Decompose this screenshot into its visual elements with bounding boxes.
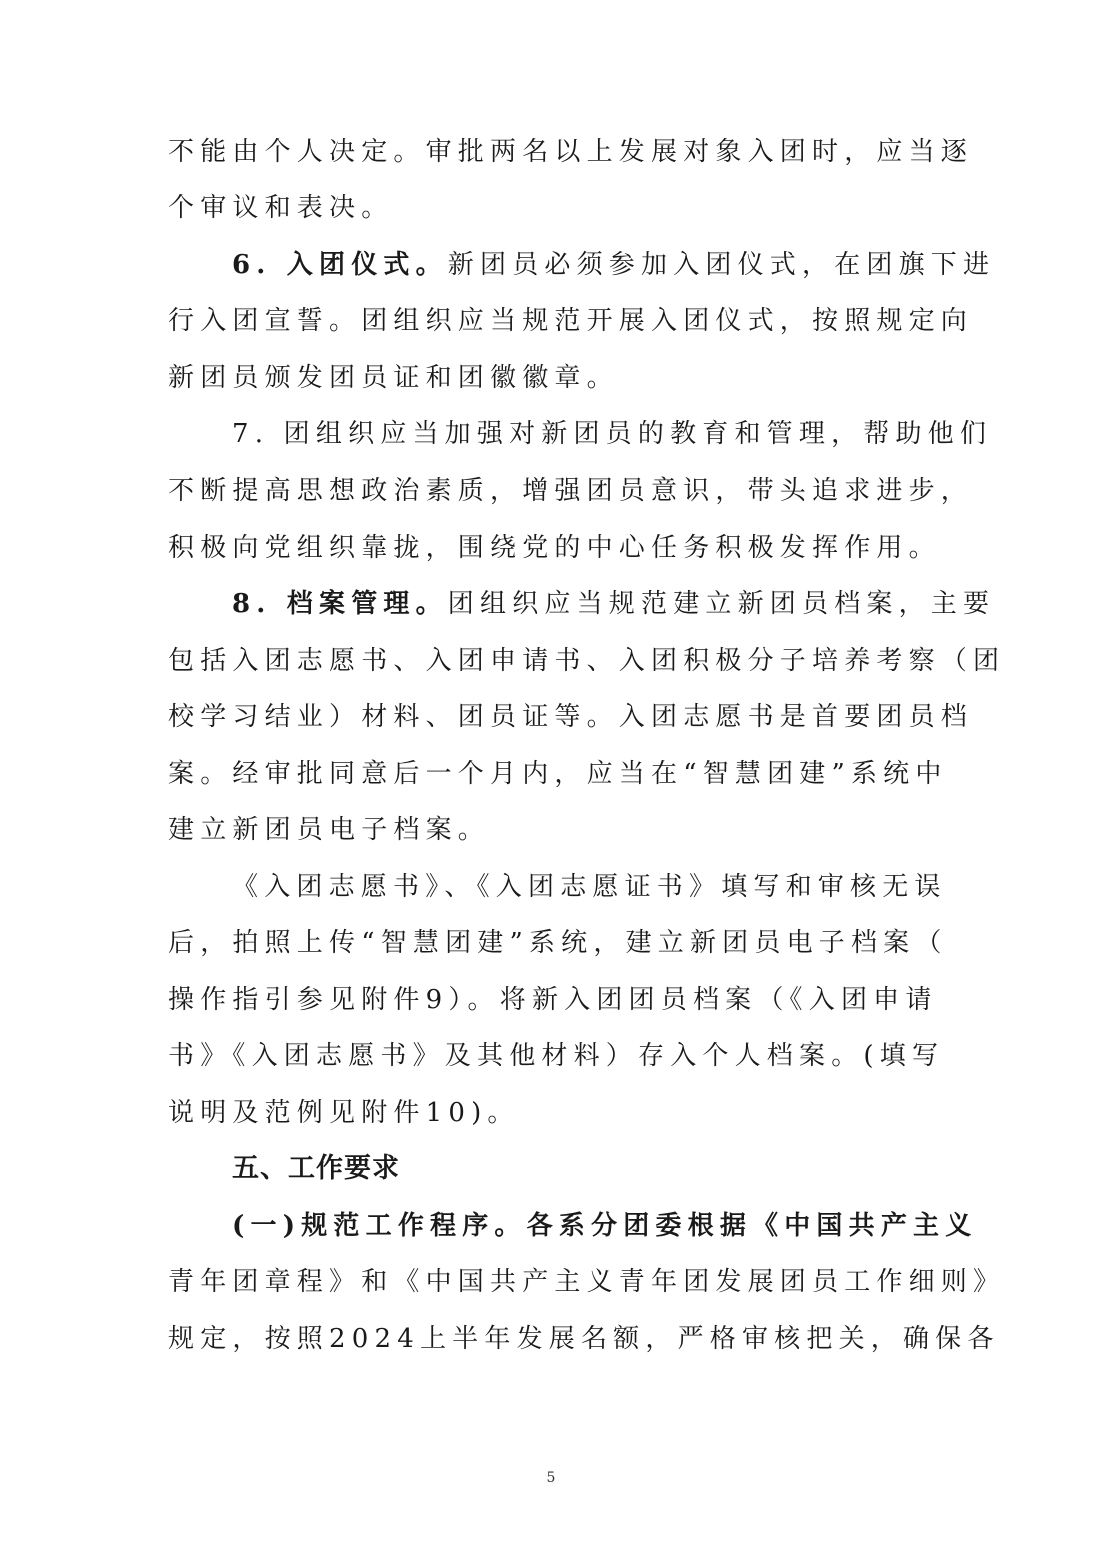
text-line: 建立新团员电子档案。 xyxy=(168,815,491,845)
text-line: 新团员颁发团员证和团徽徽章。 xyxy=(168,363,619,393)
text-line: 个审议和表决。 xyxy=(168,193,394,223)
text-line: 青年团章程》和《中国共产主义青年团发展团员工作细则》 xyxy=(168,1267,1006,1297)
paragraph-item-8 xyxy=(232,576,996,632)
text-line: 案。经审批同意后一个月内，应当在“智慧团建”系统中 xyxy=(168,759,948,789)
text-line: 7. 团组织应当加强对新团员的教育和管理，帮助他们 xyxy=(232,419,993,449)
text-line: 团组织应当规范建立新团员档案，主要 xyxy=(447,589,996,619)
text-line: 积极向党组织靠拢，围绕党的中心任务积极发挥作用。 xyxy=(168,533,941,563)
text-line: 不断提高思想政治素质，增强团员意识，带头追求进步， xyxy=(168,476,974,506)
sub-1-label: (一) xyxy=(232,1211,302,1241)
text-line: 操作指引参见附件9）。将新入团团员档案（《入团申请 xyxy=(168,985,938,1015)
text-line: 书》《入团志愿书》及其他材料）存入个人档案。(填写 xyxy=(168,1041,945,1071)
text-line: 新团员必须参加入团仪式，在团旗下进 xyxy=(447,250,996,280)
text-line: 行入团宣誓。团组织应当规范开展入团仪式，按照规定向 xyxy=(168,306,974,336)
section-heading: 五、工作要求 xyxy=(232,1153,400,1184)
paragraph-sub-1 xyxy=(232,1198,978,1254)
text-line: 后，拍照上传“智慧团建”系统，建立新团员电子档案（ xyxy=(168,928,948,958)
paragraph-item-6 xyxy=(232,237,996,293)
text-line: 不能由个人决定。审批两名以上发展对象入团时，应当逐 xyxy=(168,137,974,167)
item-6-label: 6. 入团仪式。 xyxy=(232,250,448,280)
text-line: 《入团志愿书》、《入团志愿证书》填写和审核无误 xyxy=(232,872,947,902)
text-line: 说明及范例见附件10)。 xyxy=(168,1098,520,1128)
text-line: 规定，按照2024上半年发展名额，严格审核把关，确保各 xyxy=(168,1324,1000,1354)
text-line: 规范工作程序。各系分团委根据《中国共产主义 xyxy=(301,1211,978,1241)
text-line: 包括入团志愿书、入团申请书、入团积极分子培养考察（团 xyxy=(168,646,1006,676)
page-number: 5 xyxy=(546,1470,556,1486)
item-8-label: 8. 档案管理。 xyxy=(232,589,448,619)
text-line: 校学习结业）材料、团员证等。入团志愿书是首要团员档 xyxy=(168,702,974,732)
